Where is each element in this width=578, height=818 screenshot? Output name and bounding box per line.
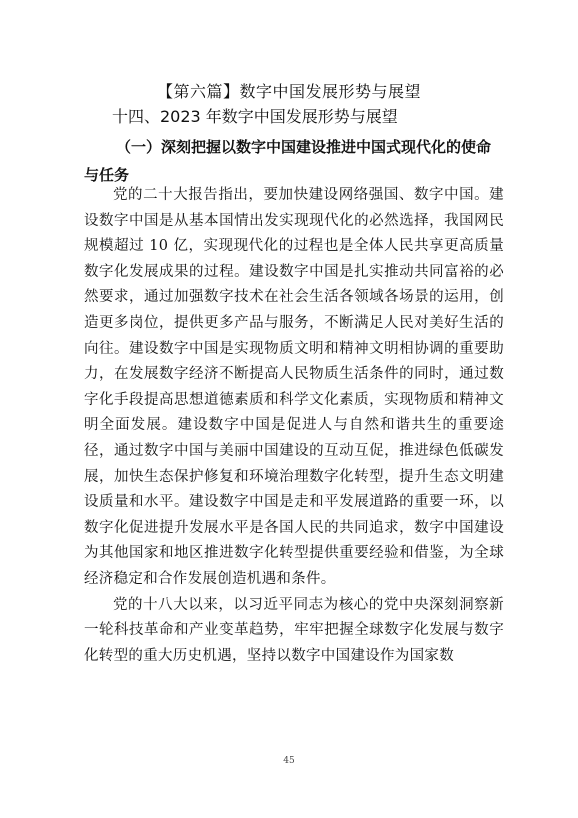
page-number: 45 <box>283 756 295 766</box>
section-title: （一）深刻把握以数字中国建设推进中国式现代化的使命与任务 <box>84 138 492 184</box>
paragraph-1: 党的二十大报告指出，要加快建设网络强国、数字中国。建设数字中国是从基本国情出发实现现代化的必然选择，我国网民规模超过 10 亿，实现现代化的过程也是全体人民共享更高质量数字化发展成果的过程。建设数字中国是扎实推动共同富裕的必然要求，通过加强数字技术在社会生活各领域各场景的运用，创造更多岗位，提供更多产品与服务，不断满足人民对美好生活的向往。建设数字中国是实现物质文明和精神文明相协调的重要助力，在发展数字经济不断提高人民物质生活条件的同时，通过数字化手段提高思想道德素质和科学文化素质，实现物质和精神文明全面发展。建设数字中国是促进人与自然和谐共生的重要途径，通过数字中国与美丽中国建设的互动互促，推进绿色低碳发展，加快生态保护修复和环境治理数字化转型，提升生态文明建设质量和水平。建设数字中国是走和平发展道路的重要一环，以数字化促进提升发展水平是各国人民的共同追求，数字中国建设为其他国家和地区推进数字化转型提供重要经验和借鉴，为全球经济稳定和合作发展创造机遇和条件。 <box>84 187 504 587</box>
paragraph-2: 党的十八大以来，以习近平同志为核心的党中央深刻洞察新一轮科技革命和产业变革趋势，牢牢把握全球数字化发展与数字化转型的重大历史机遇，坚持以数字中国建设作为国家数 <box>84 596 504 664</box>
body-text <box>84 183 504 669</box>
part-title: 【第六篇】数字中国发展形势与展望 <box>156 82 421 101</box>
chapter-title: 十四、2023 年数字中国发展形势与展望 <box>112 107 398 126</box>
